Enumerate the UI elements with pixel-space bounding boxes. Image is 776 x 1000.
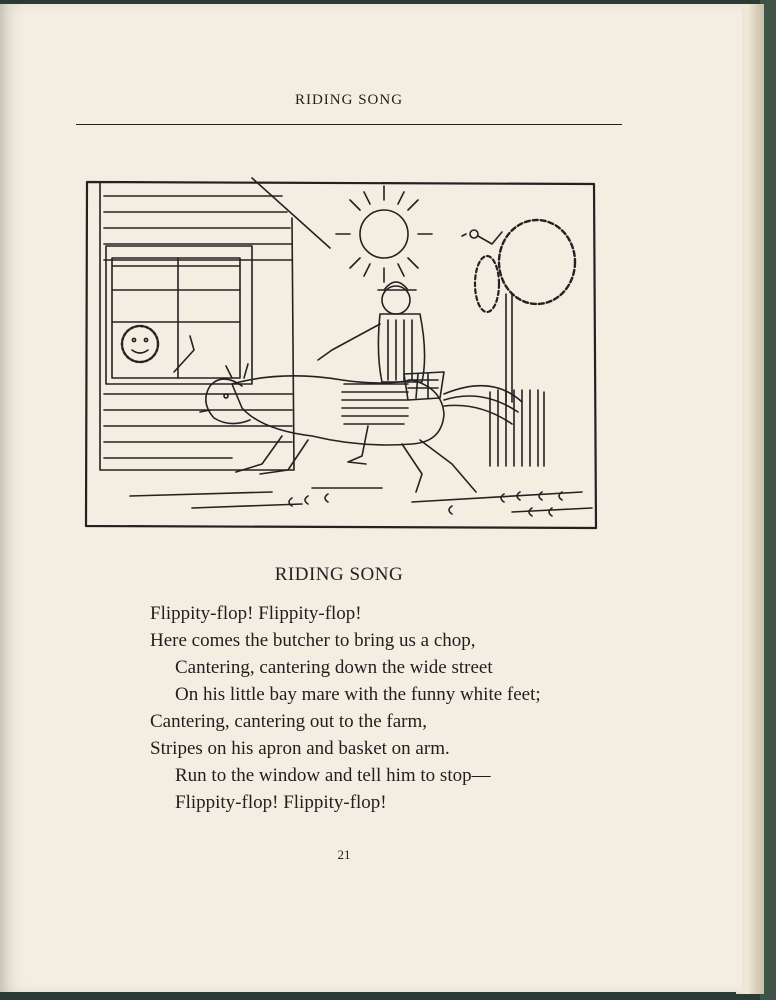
poem-line: Stripes on his apron and basket on arm. — [150, 738, 450, 759]
poem-line: Cantering, cantering out to the farm, — [150, 711, 427, 732]
header-rule — [76, 124, 622, 125]
book-page — [0, 4, 742, 992]
running-head: RIDING SONG — [294, 92, 404, 108]
poem-line: Flippity-flop! Flippity-flop! — [175, 792, 387, 813]
poem-line: On his little bay mare with the funny white feet; — [175, 684, 541, 705]
poem-stanza — [150, 600, 610, 816]
page-number: 21 — [337, 847, 351, 862]
poem-line: Cantering, cantering down the wide street — [175, 657, 493, 678]
poem-title: RIDING SONG — [274, 564, 404, 585]
butcher-on-horse-illustration — [82, 174, 600, 532]
poem-line: Flippity-flop! Flippity-flop! — [150, 603, 362, 624]
poem-line: Run to the window and tell him to stop— — [175, 765, 491, 786]
poem-line: Here comes the butcher to bring us a chop, — [150, 630, 476, 651]
